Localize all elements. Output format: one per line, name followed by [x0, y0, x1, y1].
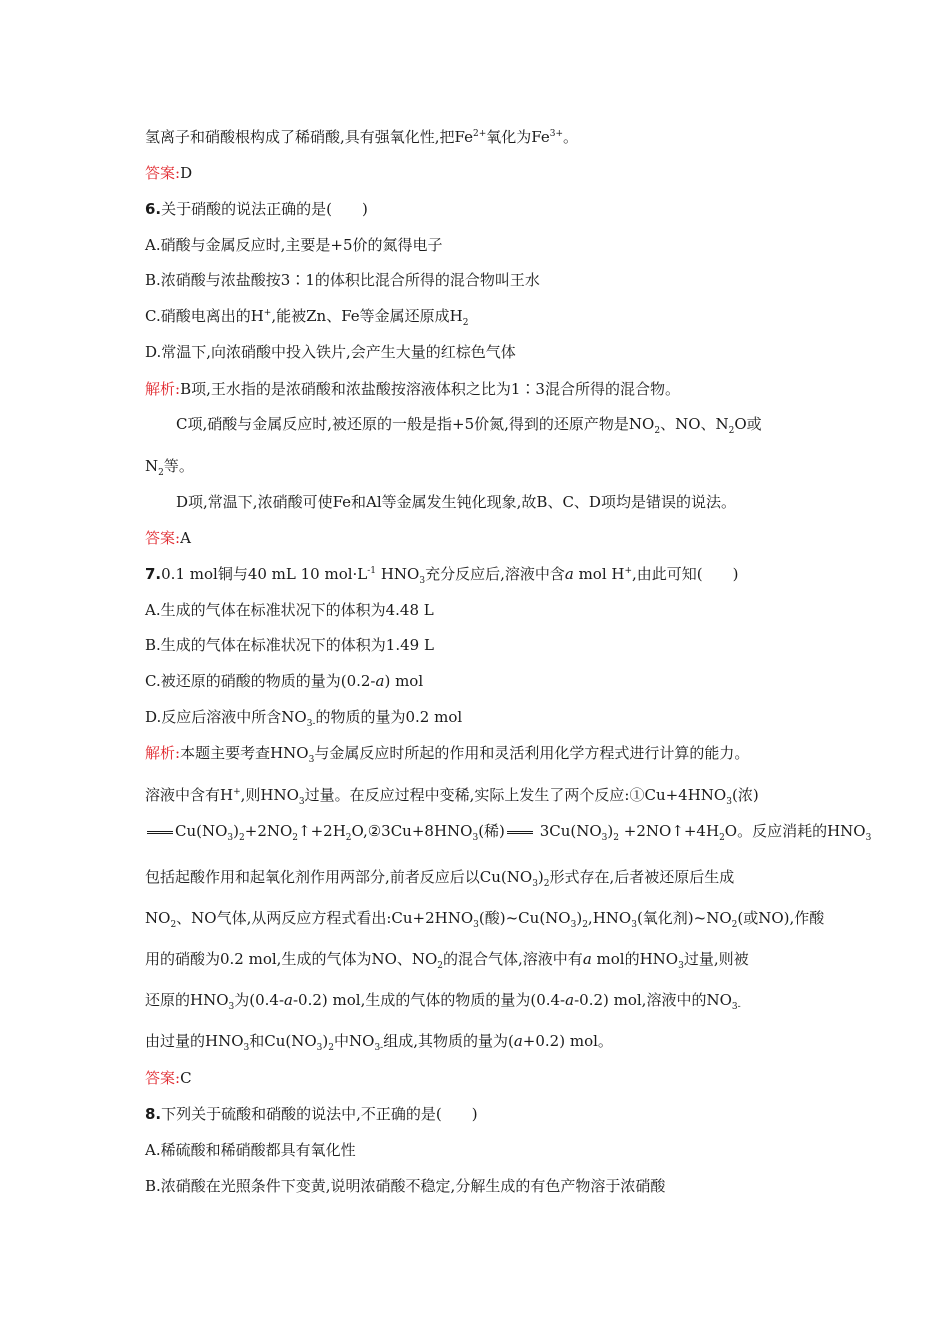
q7-option-a	[145, 600, 825, 620]
subscript: 3	[601, 833, 608, 843]
subscript: 3	[865, 833, 872, 843]
answer-label: 答案:	[145, 529, 181, 547]
q6-stem	[145, 199, 825, 219]
answer-value: D	[180, 164, 193, 182]
subscript: 3	[227, 833, 234, 843]
option-text: ) mol	[384, 672, 424, 690]
option-text: ,能被Zn、Fe等金属还原成H	[271, 307, 463, 325]
q7-stem	[145, 564, 825, 584]
subscript: 2	[239, 833, 245, 843]
answer-label: 答案:	[145, 164, 181, 182]
subscript: 3	[243, 1043, 250, 1053]
q6-analysis-3	[145, 456, 825, 476]
analysis-text: )	[576, 909, 583, 927]
subscript: 3	[316, 1043, 323, 1053]
analysis-text: mol的HNO	[591, 950, 679, 968]
equation-text: O,②3Cu+8HNO	[351, 822, 473, 840]
q7-analysis-6	[145, 949, 825, 969]
question-stem: 0.1 mol铜与40 mL 10 mol·L	[161, 565, 368, 583]
equation-text: +2NO	[244, 822, 293, 840]
q8-option-a	[145, 1140, 825, 1160]
option-text: D.反应后溶液中所含NO	[145, 708, 307, 726]
q7-option-d	[145, 707, 825, 727]
intro-line	[145, 127, 825, 147]
analysis-text: )	[537, 868, 544, 886]
equals-bar	[507, 831, 533, 834]
subscript: 2	[462, 318, 469, 328]
fe2-charge: 2+	[473, 129, 487, 139]
equation-text: )	[233, 822, 240, 840]
question-stem: 关于硝酸的说法正确的是( )	[161, 200, 368, 218]
option-text: A.生成的气体在标准状况下的体积为4.48 L	[145, 601, 434, 619]
intro-text: 氢离子和硝酸根构成了稀硝酸,具有强氧化性,把Fe	[145, 128, 474, 146]
subscript: 2	[437, 961, 444, 971]
charge: +	[263, 308, 272, 318]
option-text: B.浓硝酸与浓盐酸按3∶1的体积比混合所得的混合物叫王水	[145, 271, 540, 289]
subscript: 2	[158, 468, 164, 478]
subscript: 2	[731, 920, 738, 930]
question-stem: 充分反应后,溶液中含	[425, 565, 565, 583]
q7-analysis-1	[145, 743, 825, 763]
subscript: 3	[678, 961, 684, 971]
ion-charge: 3-	[306, 719, 316, 729]
subscript: 3	[472, 833, 479, 843]
equation-text: O。反应消耗的HNO	[724, 822, 866, 840]
question-number: 7.	[145, 565, 162, 583]
q7-option-b	[145, 635, 825, 655]
answer-label: 答案:	[145, 1069, 181, 1087]
analysis-text: 等。	[163, 457, 194, 475]
analysis-text: (酸)~Cu(NO	[478, 909, 571, 927]
analysis-text: 、NO、N	[660, 415, 729, 433]
subscript: 2	[719, 833, 725, 843]
equation-text: )	[607, 822, 614, 840]
question-stem: mol H	[573, 565, 625, 583]
subscript: 2	[613, 833, 619, 843]
option-text: A.稀硫酸和稀硝酸都具有氧化性	[145, 1141, 356, 1159]
q6-analysis-4	[176, 492, 856, 512]
option-text: B.生成的气体在标准状况下的体积为1.49 L	[145, 636, 434, 654]
option-text: 的物质的量为0.2 mol	[315, 708, 463, 726]
analysis-text: 和Cu(NO	[249, 1032, 317, 1050]
analysis-label: 解析:	[145, 380, 181, 398]
ion-charge: 3-	[374, 1043, 384, 1053]
q5-answer	[145, 163, 825, 183]
analysis-text: 本题主要考查HNO	[180, 744, 309, 762]
subscript: 2	[654, 426, 661, 436]
subscript: 3	[228, 1002, 235, 1012]
analysis-text: 包括起酸作用和起氧化剂作用两部分,前者反应后以Cu(NO	[145, 868, 533, 886]
subscript: 3	[631, 920, 637, 930]
q7-analysis-4	[145, 867, 825, 887]
equation-text: 3Cu(NO	[534, 822, 602, 840]
analysis-text: -0.2) mol,生成的气体的物质的量为(0.4-	[292, 991, 566, 1009]
equation-text: ↑+2H	[298, 822, 346, 840]
charge: +	[624, 566, 633, 576]
analysis-text: )	[322, 1032, 329, 1050]
analysis-text: 由过量的HNO	[145, 1032, 244, 1050]
q7-analysis-2	[145, 785, 825, 805]
answer-value: A	[180, 529, 191, 547]
analysis-text: C项,硝酸与金属反应时,被还原的一般是指+5价氮,得到的还原产物是NO	[176, 415, 655, 433]
variable-a: a	[565, 991, 575, 1009]
fe3-charge: 3+	[549, 129, 564, 139]
variable-a: a	[284, 991, 293, 1009]
charge: +	[233, 787, 241, 797]
q6-answer	[145, 528, 825, 548]
ion-charge: 3-	[731, 1002, 741, 1012]
subscript: 3	[532, 879, 538, 889]
analysis-text: +0.2) mol。	[522, 1032, 613, 1050]
analysis-text: (浓)	[731, 786, 759, 804]
analysis-text: (氧化剂)~NO	[636, 909, 732, 927]
equals-bar	[147, 831, 173, 834]
option-text: C.被还原的硝酸的物质的量为(0.2-	[145, 672, 376, 690]
analysis-text: 还原的HNO	[145, 991, 229, 1009]
analysis-text: -0.2) mol,溶液中的NO	[574, 991, 732, 1009]
question-number: 8.	[145, 1105, 162, 1123]
subscript: 2	[292, 833, 299, 843]
analysis-text: 过量。在反应过程中变稀,实际上发生了两个反应:①Cu+4HNO	[304, 786, 727, 804]
analysis-text: 用的硝酸为0.2 mol,生成的气体为NO、NO	[145, 950, 438, 968]
option-text: A.硝酸与金属反应时,主要是+5价的氮得电子	[145, 236, 443, 254]
intro-text-mid: 氧化为Fe	[486, 128, 550, 146]
variable-a: a	[375, 672, 385, 690]
analysis-text: NO	[145, 909, 171, 927]
intro-text-end: 。	[563, 128, 579, 146]
subscript: 3	[726, 797, 732, 807]
analysis-text: 溶液中含有H	[145, 786, 234, 804]
variable-a: a	[513, 1032, 523, 1050]
analysis-text: 的混合气体,溶液中有	[443, 950, 583, 968]
q7-answer	[145, 1068, 825, 1088]
q6-option-d	[145, 342, 825, 362]
q6-option-b	[145, 270, 825, 290]
question-stem: HNO	[376, 565, 420, 583]
variable-a: a	[582, 950, 592, 968]
analysis-text: (或NO),作酸	[737, 909, 825, 927]
subscript: 3	[308, 755, 315, 765]
q7-analysis-3	[145, 821, 872, 843]
subscript: 2	[728, 426, 735, 436]
analysis-text: ,HNO	[587, 909, 632, 927]
analysis-text: B项,王水指的是浓硝酸和浓盐酸按溶液体积之比为1∶3混合所得的混合物。	[180, 380, 680, 398]
question-stem: ,由此可知( )	[632, 565, 739, 583]
analysis-label: 解析:	[145, 744, 181, 762]
subscript: 2	[582, 920, 588, 930]
q7-analysis-7	[145, 990, 825, 1010]
analysis-text: N	[145, 457, 159, 475]
superscript: -1	[367, 566, 377, 576]
analysis-text: 与金属反应时所起的作用和灵活利用化学方程式进行计算的能力。	[314, 744, 750, 762]
subscript: 2	[543, 879, 550, 889]
subscript: 2	[345, 833, 352, 843]
analysis-text: 组成,其物质的量为(	[383, 1032, 514, 1050]
equation-text: +2NO↑+4H	[618, 822, 720, 840]
q6-analysis-2	[176, 414, 856, 434]
answer-value: C	[180, 1069, 192, 1087]
subscript: 3	[419, 576, 426, 586]
analysis-text: 形式存在,后者被还原后生成	[549, 868, 735, 886]
option-text: B.浓硝酸在光照条件下变黄,说明浓硝酸不稳定,分解生成的有色产物溶于浓硝酸	[145, 1177, 666, 1195]
variable-a: a	[564, 565, 574, 583]
q6-analysis-1	[145, 379, 825, 399]
analysis-text: 过量,则被	[683, 950, 749, 968]
option-text: D.常温下,向浓硝酸中投入铁片,会产生大量的红棕色气体	[145, 343, 516, 361]
subscript: 2	[170, 920, 177, 930]
equation-text: Cu(NO	[175, 822, 228, 840]
q7-option-c	[145, 671, 825, 691]
question-stem: 下列关于硫酸和硝酸的说法中,不正确的是( )	[161, 1105, 478, 1123]
subscript: 2	[328, 1043, 334, 1053]
subscript: 3	[473, 920, 479, 930]
q6-option-c	[145, 306, 825, 326]
question-number: 6.	[145, 200, 162, 218]
equation-text: (稀)	[478, 822, 505, 840]
q7-analysis-5	[145, 908, 825, 928]
analysis-text: 为(0.4-	[234, 991, 285, 1009]
subscript: 3	[570, 920, 577, 930]
analysis-text: D项,常温下,浓硝酸可使Fe和Al等金属发生钝化现象,故B、C、D项均是错误的说法。	[176, 493, 736, 511]
q8-stem	[145, 1104, 825, 1124]
q6-option-a	[145, 235, 825, 255]
q7-analysis-8	[145, 1031, 825, 1051]
analysis-text: 中NO	[334, 1032, 375, 1050]
analysis-text: O或	[734, 415, 762, 433]
option-text: C.硝酸电离出的H	[145, 307, 264, 325]
subscript: 3	[298, 797, 305, 807]
analysis-text: ,则HNO	[240, 786, 299, 804]
q8-option-b	[145, 1176, 825, 1196]
analysis-text: 、NO气体,从两反应方程式看出:Cu+2HNO	[176, 909, 474, 927]
